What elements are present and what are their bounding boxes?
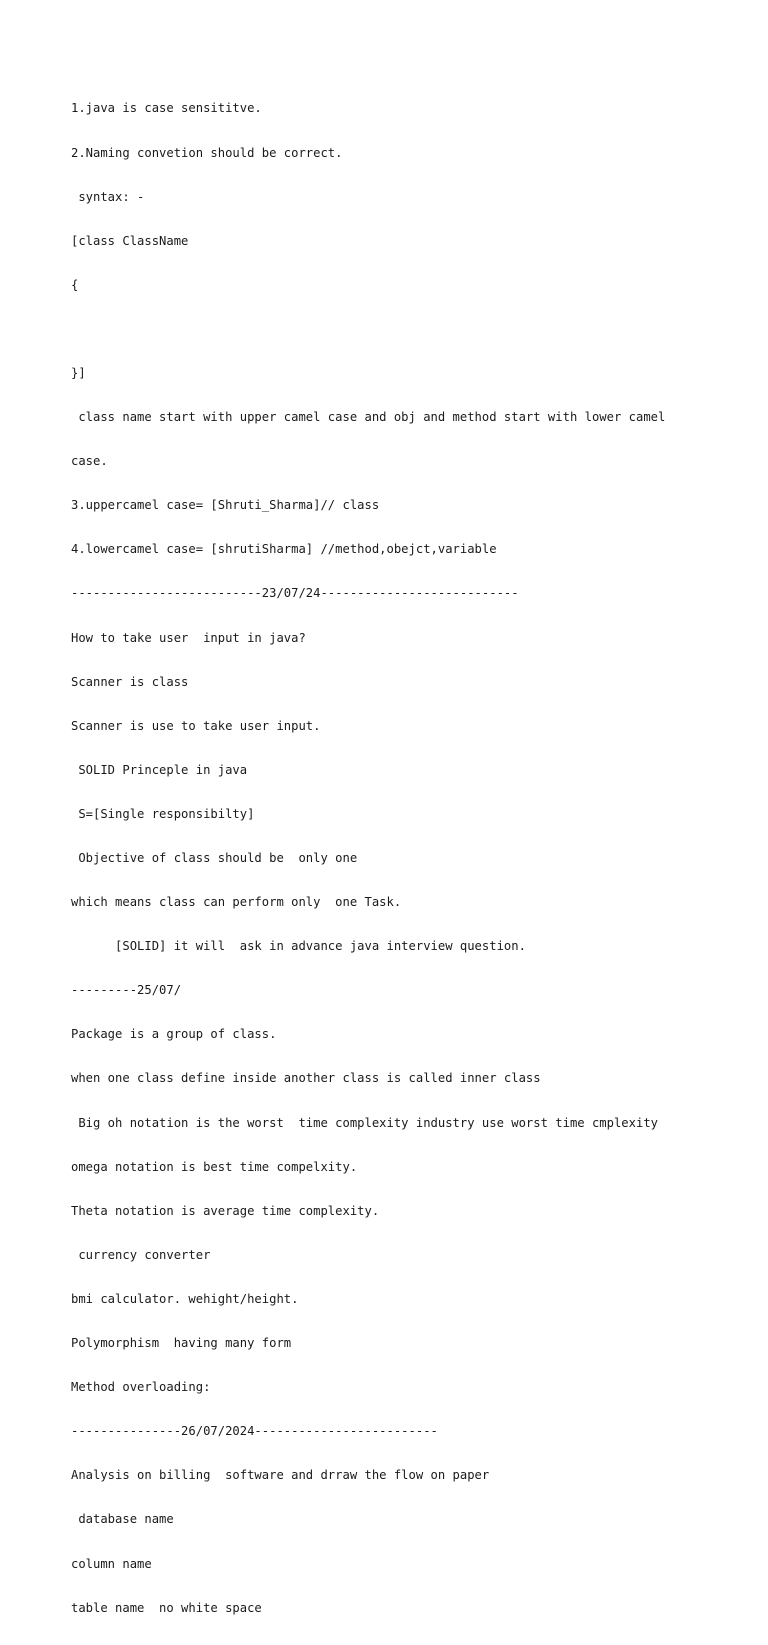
text-line: Polymorphism having many form bbox=[71, 1336, 292, 1351]
text-line: Theta notation is average time complexity. bbox=[71, 1203, 380, 1218]
text-line: when one class define inside another class is called inner class bbox=[71, 1071, 541, 1086]
text-line: Scanner is class bbox=[71, 674, 189, 689]
text-line: Scanner is use to take user input. bbox=[71, 718, 321, 733]
text-line: database name bbox=[71, 1512, 174, 1527]
text-line: 3.uppercamel case= [Shruti_Sharma]// class bbox=[71, 498, 380, 513]
text-line: 1.java is case sensititve. bbox=[71, 101, 262, 116]
text-line: }] bbox=[71, 365, 86, 380]
text-line: case. bbox=[71, 454, 108, 469]
text-line: table name no white space bbox=[71, 1600, 262, 1615]
text-line: How to take user input in java? bbox=[71, 630, 306, 645]
text-line: Method overloading: bbox=[71, 1380, 211, 1395]
date-separator: ---------25/07/ bbox=[71, 983, 182, 998]
text-line: bmi calculator. wehight/height. bbox=[71, 1291, 299, 1306]
text-line: Analysis on billing software and drraw the flow on paper bbox=[71, 1468, 490, 1483]
text-line: omega notation is best time compelxity. bbox=[71, 1159, 358, 1174]
text-line: Package is a group of class. bbox=[71, 1027, 277, 1042]
text-line: { bbox=[71, 277, 79, 292]
text-line: SOLID Princeple in java bbox=[71, 762, 248, 777]
text-line: S=[Single responsibilty] bbox=[71, 806, 255, 821]
text-line: 2.Naming convetion should be correct. bbox=[71, 145, 343, 160]
date-separator: ---------------26/07/2024------------------------- bbox=[71, 1424, 438, 1439]
text-line: class name start with upper camel case and obj and method start with lower camel bbox=[71, 410, 666, 425]
text-line: column name bbox=[71, 1556, 152, 1571]
text-line: Objective of class should be only one bbox=[71, 851, 358, 865]
text-line: Big oh notation is the worst time complexity industry use worst time cmplexity bbox=[71, 1115, 658, 1130]
text-line: currency converter bbox=[71, 1247, 211, 1262]
notes-text bbox=[71, 72, 711, 1645]
text-line: 4.lowercamel case= [shrutiSharma] //method,obejct,variable bbox=[71, 542, 497, 557]
text-line: syntax: - bbox=[71, 189, 145, 204]
text-line bbox=[71, 322, 711, 337]
text-line: [class ClassName bbox=[71, 233, 189, 248]
text-line: [SOLID] it will ask in advance java interview question. bbox=[71, 939, 526, 954]
date-separator: --------------------------23/07/24--------------------------- bbox=[71, 586, 519, 601]
text-line: which means class can perform only one Task. bbox=[71, 895, 402, 910]
